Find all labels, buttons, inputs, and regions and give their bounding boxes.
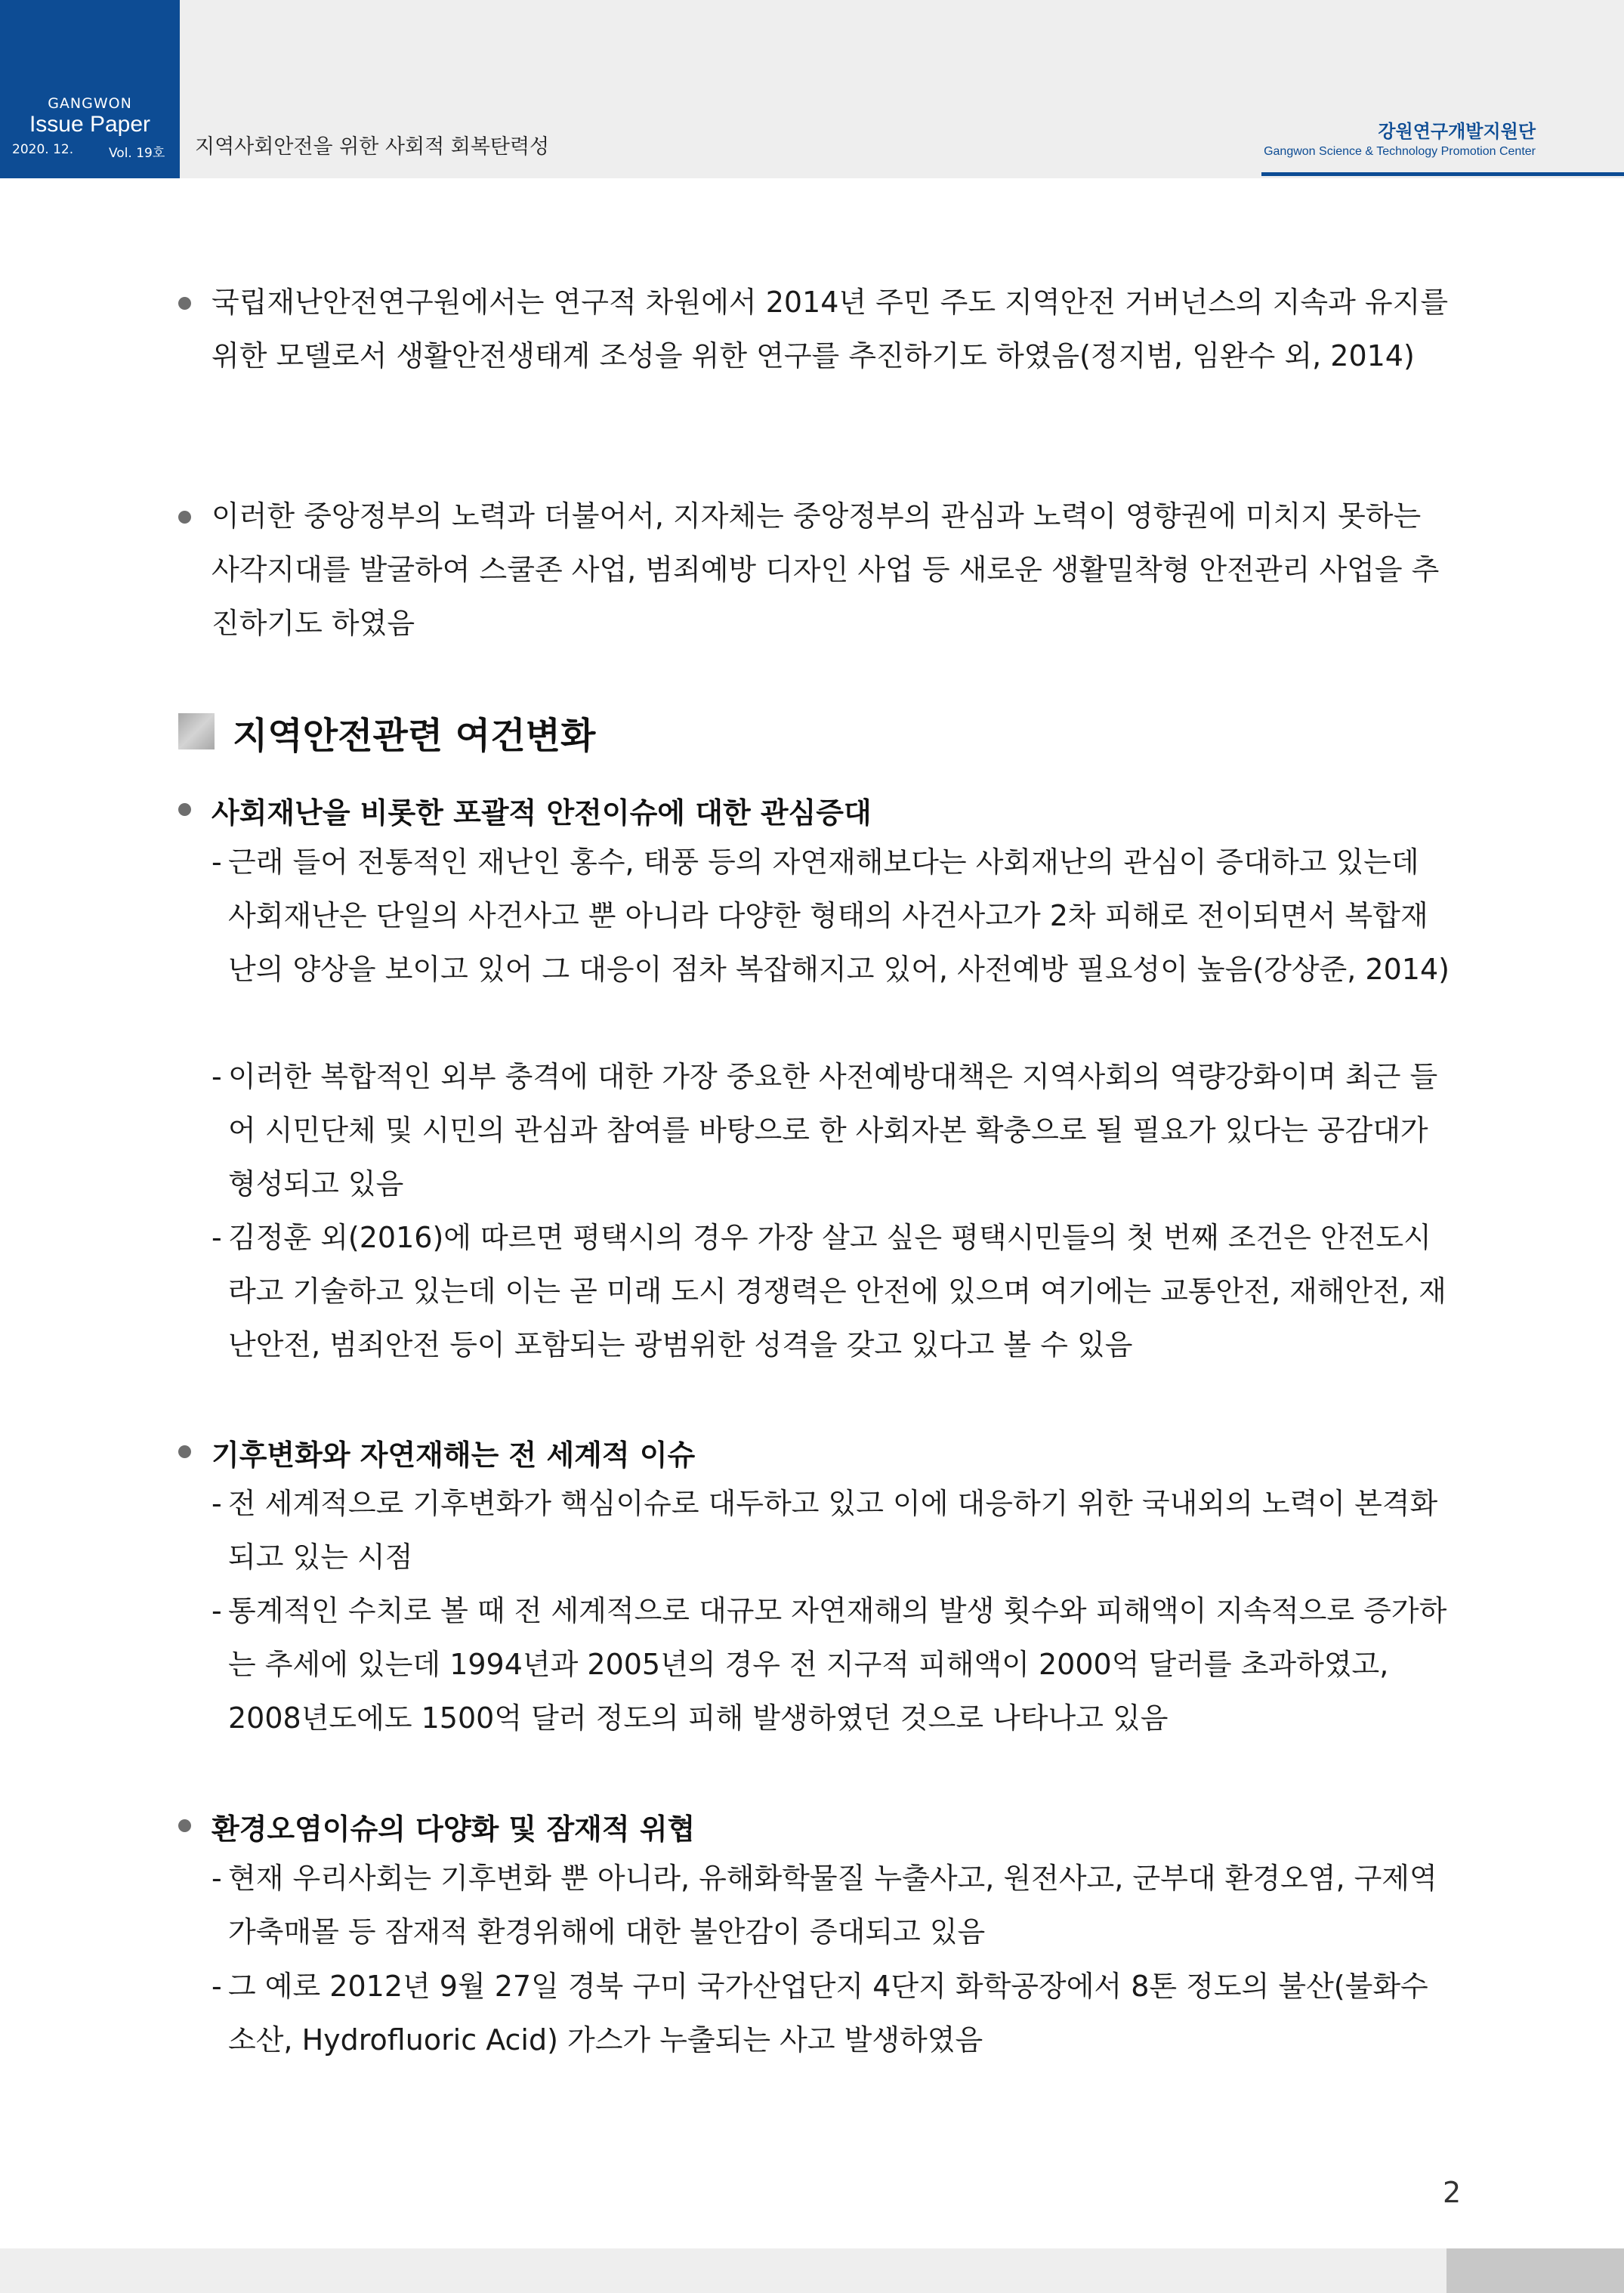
dash-marker: - xyxy=(211,1862,222,1895)
dash-marker: - xyxy=(211,1594,222,1627)
footer-bar xyxy=(0,2248,1446,2293)
bullet-dot xyxy=(178,803,191,816)
brand-region: GANGWON xyxy=(48,95,132,112)
list-item xyxy=(211,1211,1450,1372)
section-square-icon xyxy=(178,713,215,749)
organization-name-en: Gangwon Science & Technology Promotion Center xyxy=(1264,145,1536,158)
list-item-text: 그 예로 2012년 9월 27일 경북 구미 국가산업단지 4단지 화학공장에서 8톤 정도의 불산(불화수소산, Hydrofluoric Acid) 가스가 누출되는 사고 발생하였음 xyxy=(228,1970,1428,2057)
bullet-dot xyxy=(178,511,191,524)
issue-date: 2020. 12. xyxy=(12,142,74,157)
dash-marker: - xyxy=(211,1060,222,1093)
list-item xyxy=(211,1852,1450,1959)
list-item xyxy=(211,1050,1450,1211)
list-item-text: 통계적인 수치로 볼 때 전 세계적으로 대규모 자연재해의 발생 횟수와 피해액이 지속적으로 증가하는 추세에 있는데 1994년과 2005년의 경우 전 지구적 피해액이 2000억 달러를 초과하였고, 2008년도에도 1500억 달러 정도의 피해 발생하였던 것으로 나타나고 있음 xyxy=(228,1594,1447,1735)
list-item xyxy=(211,1960,1450,2067)
page-header xyxy=(0,0,1624,178)
issue-volume: Vol. 19호 xyxy=(109,146,165,161)
issue-paper-logo xyxy=(0,0,180,178)
document-title: 지역사회안전을 위한 사회적 회복탄력성 xyxy=(195,135,550,159)
group-title-climate: 기후변화와 자연재해는 전 세계적 이슈 xyxy=(211,1439,696,1472)
intro-bullet-2: 이러한 중앙정부의 노력과 더불어서, 지자체는 중앙정부의 관심과 노력이 영향권에 미치지 못하는 사각지대를 발굴하여 스쿨존 사업, 범죄예방 디자인 사업 등 새로운 생활밀착형 안전관리 사업을 추진하기도 하였음 xyxy=(211,499,1440,640)
bullet-dot xyxy=(178,1445,191,1458)
list-item-text: 이러한 복합적인 외부 충격에 대한 가장 중요한 사전예방대책은 지역사회의 역량강화이며 최근 들어 시민단체 및 시민의 관심과 참여를 바탕으로 한 사회자본 확충으로 될 필요가 있다는 공감대가 형성되고 있음 xyxy=(228,1060,1438,1201)
dash-marker: - xyxy=(211,1487,222,1520)
bullet-dot xyxy=(178,297,191,310)
list-item-text: 근래 들어 전통적인 재난인 홍수, 태풍 등의 자연재해보다는 사회재난의 관심이 증대하고 있는데 사회재난은 단일의 사건사고 뿐 아니라 다양한 형태의 사건사고가 2차 피해로 전이되면서 복합재난의 양상을 보이고 있어 그 대응이 점차 복잡해지고 있어, 사전예방 필요성이 높음(강상준, 2014) xyxy=(228,845,1450,986)
dash-marker: - xyxy=(211,1221,222,1254)
header-accent-line xyxy=(1261,172,1624,176)
page-number: 2 xyxy=(1443,2176,1462,2209)
brand-title: Issue Paper xyxy=(29,112,151,137)
list-item-text: 현재 우리사회는 기후변화 뿐 아니라, 유해화학물질 누출사고, 원전사고, 군부대 환경오염, 구제역 가축매몰 등 잠재적 환경위해에 대한 불안감이 증대되고 있음 xyxy=(228,1862,1437,1948)
list-item xyxy=(211,1477,1450,1584)
dash-marker: - xyxy=(211,1970,222,2003)
bullet-dot xyxy=(178,1819,191,1832)
section-heading: 지역안전관련 여건변화 xyxy=(233,715,596,757)
group-title-social-disaster: 사회재난을 비롯한 포괄적 안전이슈에 대한 관심증대 xyxy=(211,796,872,830)
group-title-pollution: 환경오염이슈의 다양화 및 잠재적 위협 xyxy=(211,1812,696,1846)
dash-marker: - xyxy=(211,845,222,879)
list-item xyxy=(211,836,1450,997)
list-item-text: 전 세계적으로 기후변화가 핵심이슈로 대두하고 있고 이에 대응하기 위한 국내외의 노력이 본격화되고 있는 시점 xyxy=(228,1487,1438,1574)
intro-bullet-1: 국립재난안전연구원에서는 연구적 차원에서 2014년 주민 주도 지역안전 거버넌스의 지속과 유지를 위한 모델로서 생활안전생태계 조성을 위한 연구를 추진하기도 하였음(정지범, 임완수 외, 2014) xyxy=(211,286,1449,372)
organization-name-ko: 강원연구개발지원단 xyxy=(1378,121,1536,142)
footer-tab xyxy=(1446,2248,1624,2293)
list-item xyxy=(211,1584,1450,1745)
list-item-text: 김정훈 외(2016)에 따르면 평택시의 경우 가장 살고 싶은 평택시민들의 첫 번째 조건은 안전도시라고 기술하고 있는데 이는 곧 미래 도시 경쟁력은 안전에 있으며 여기에는 교통안전, 재해안전, 재난안전, 범죄안전 등이 포함되는 광범위한 성격을 갖고 있다고 볼 수 있음 xyxy=(228,1221,1446,1361)
